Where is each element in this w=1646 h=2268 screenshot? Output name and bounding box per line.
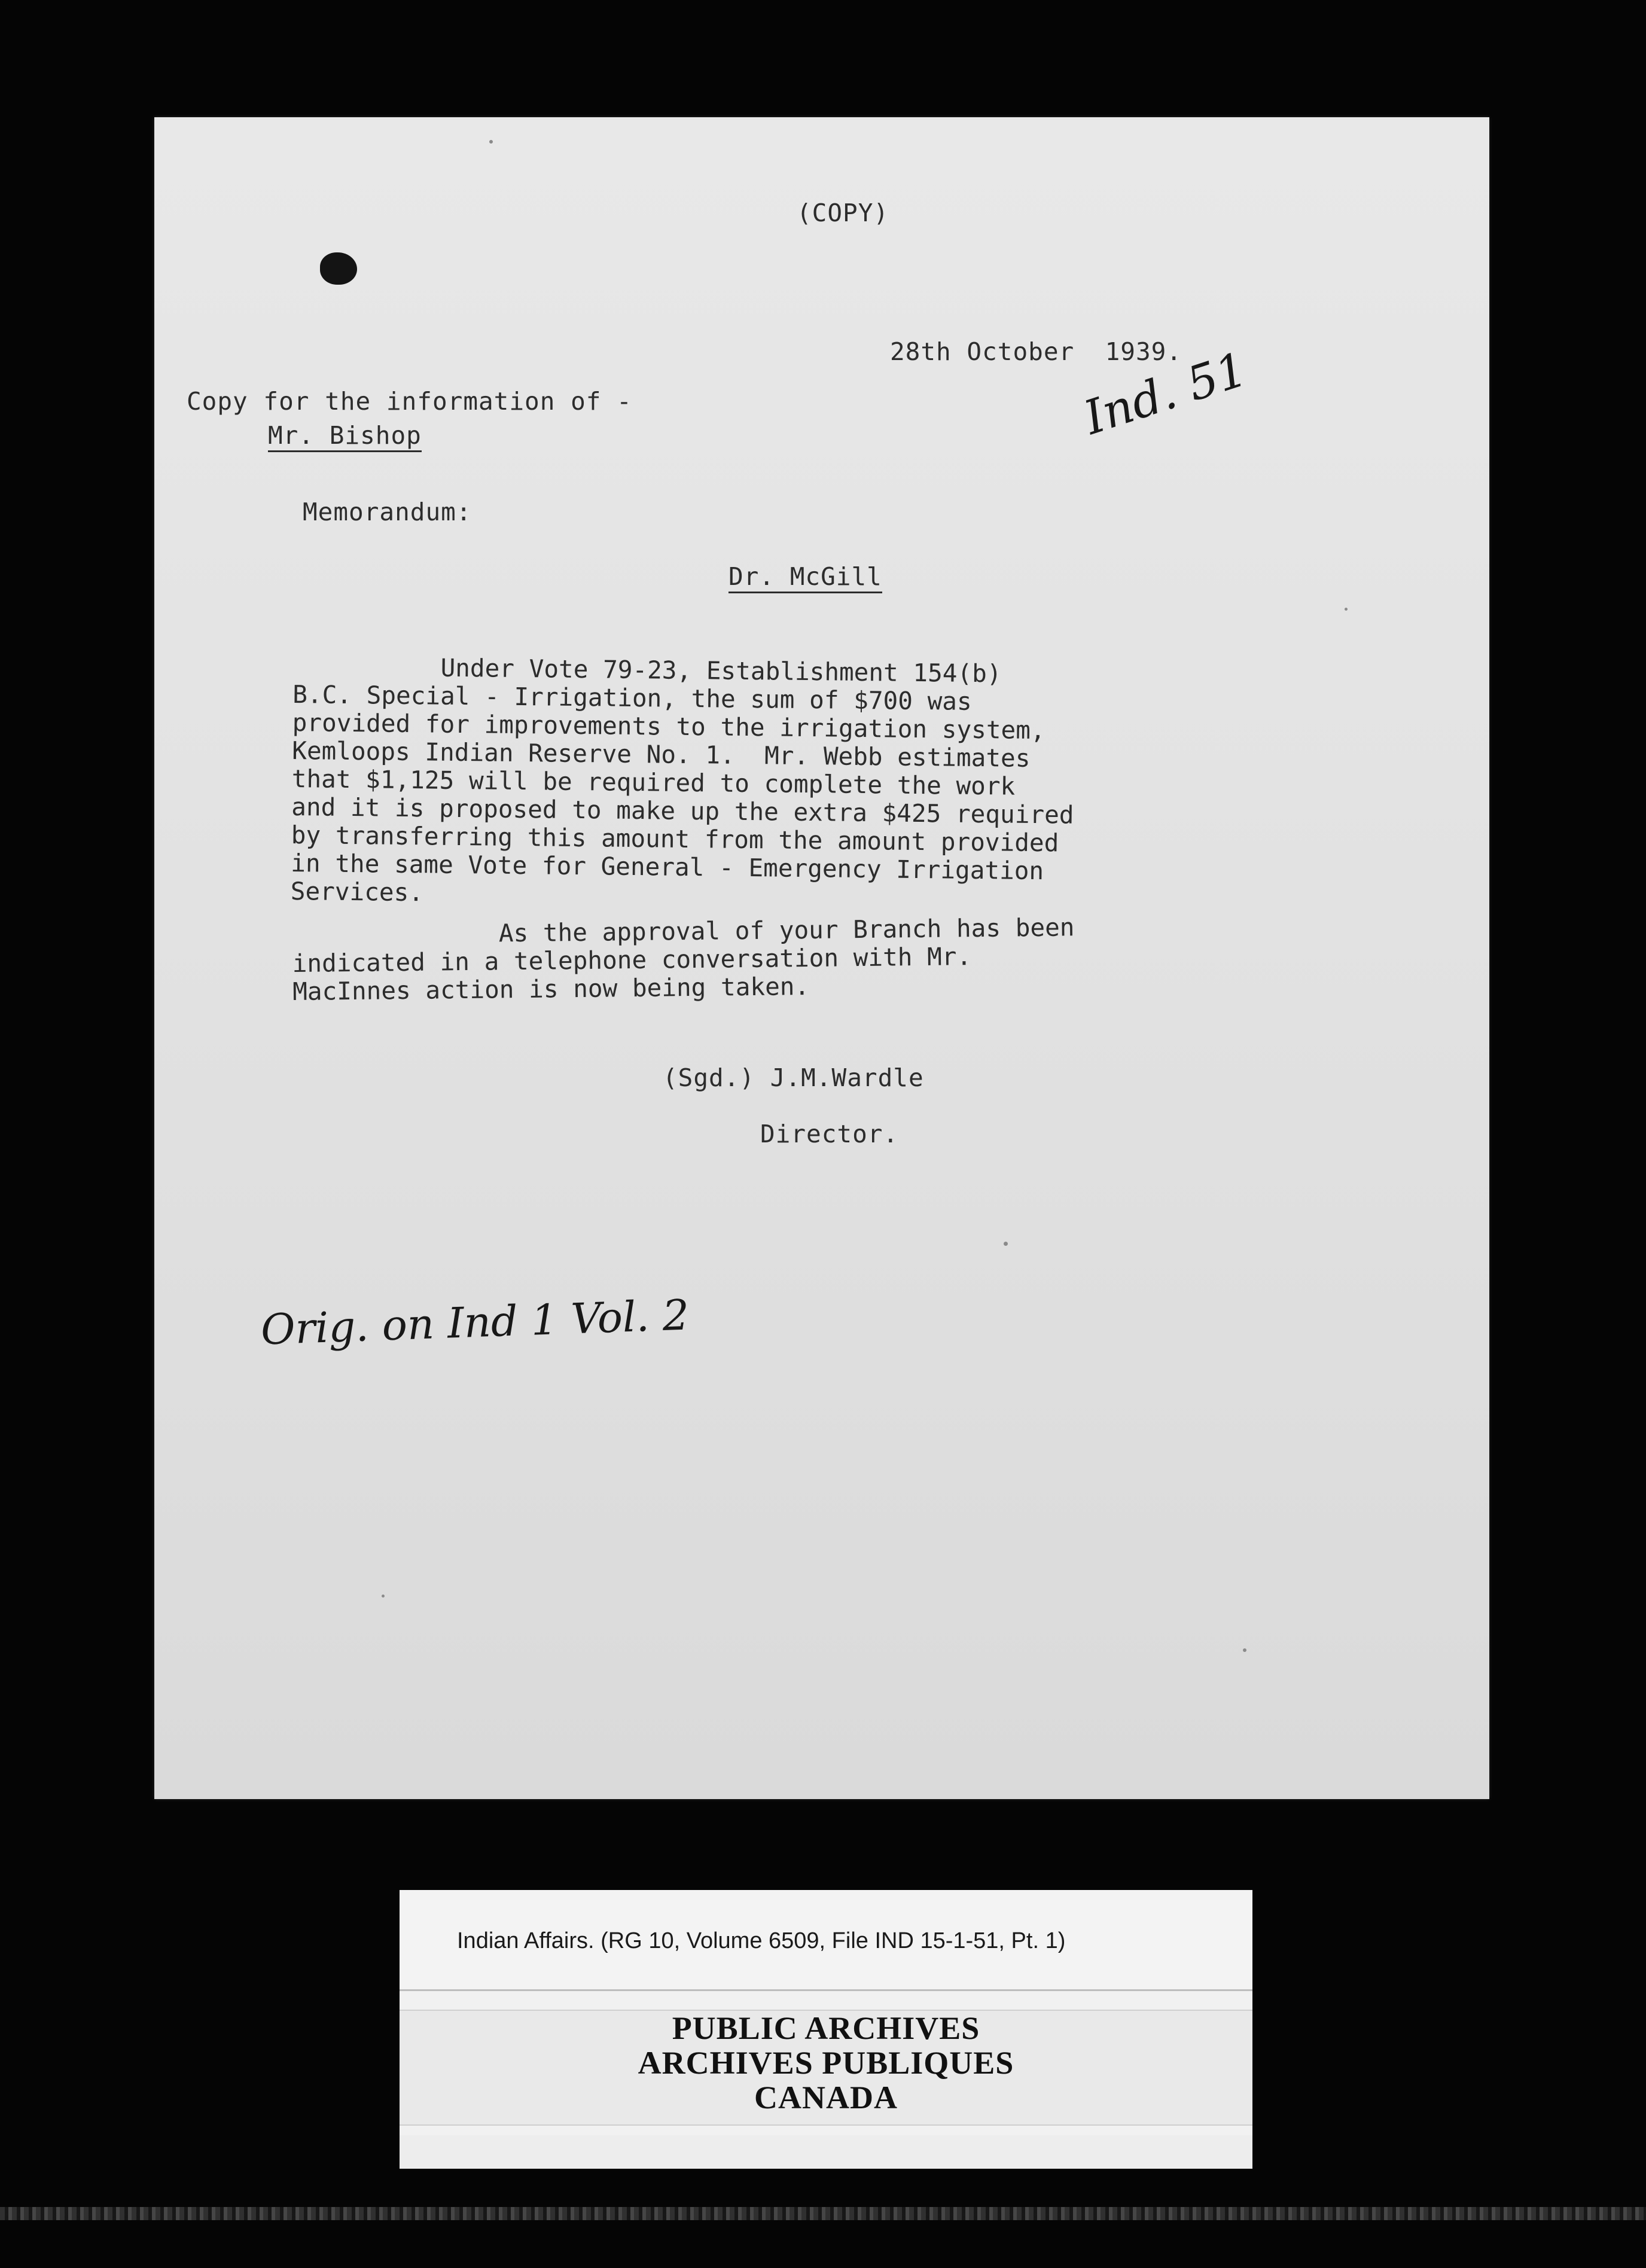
paragraph-line: that $1,125 will be required to complete the work [291, 764, 1016, 801]
memo-page [154, 117, 1489, 1799]
paper-speck [1243, 1648, 1246, 1652]
handwritten-file-reference: Ind. 51 [1078, 342, 1254, 446]
paragraph-line: Under Vote 79-23, Establishment 154(b) [292, 652, 1002, 688]
paper-speck [489, 140, 493, 144]
paper-speck [382, 1595, 385, 1598]
memo-paragraph-2 [292, 913, 1075, 1006]
paragraph-line: provided for improvements to the irrigation system, [292, 708, 1045, 745]
archives-stamp [400, 2010, 1252, 2126]
memorandum-label: Memorandum: [303, 498, 472, 526]
signature-title: Director. [760, 1120, 899, 1148]
ink-blot [320, 252, 357, 285]
copy-addressee: Mr. Bishop [268, 423, 422, 452]
paragraph-line: by transferring this amount from the amount provided [291, 820, 1059, 858]
memo-date: 28th October 1939. [890, 337, 1182, 366]
paragraph-line: As the approval of your Branch has been [291, 913, 1075, 950]
copy-for-line: Copy for the information of - [187, 387, 632, 416]
citation-strip [400, 1890, 1252, 1991]
stamp-line-english: PUBLIC ARCHIVES [672, 2010, 980, 2046]
paragraph-line: indicated in a telephone conversation with Mr. [292, 942, 972, 978]
paper-speck [1345, 608, 1348, 611]
archive-label [400, 1890, 1252, 2169]
handwritten-original-note: Orig. on Ind 1 Vol. 2 [260, 1290, 690, 1355]
signature-line: (Sgd.) J.M.Wardle [663, 1063, 924, 1092]
paragraph-line: B.C. Special - Irrigation, the sum of $700 was [292, 679, 972, 716]
label-bottom-strip [400, 2135, 1252, 2169]
film-edge [0, 2207, 1646, 2220]
stamp-line-french: ARCHIVES PUBLIQUES [638, 2045, 1014, 2081]
paragraph-line: MacInnes action is now being taken. [292, 971, 810, 1006]
stamp-line-country: CANADA [754, 2080, 898, 2115]
paragraph-line: Services. [290, 876, 424, 907]
paper-speck [1004, 1242, 1008, 1246]
memo-paragraph-1 [291, 653, 1076, 914]
paragraph-line: in the same Vote for General - Emergency Irrigation [291, 848, 1044, 886]
paragraph-line: and it is proposed to make up the extra $425 required [291, 792, 1074, 830]
copy-mark: (COPY) [797, 199, 889, 227]
paragraph-line: Kemloops Indian Reserve No. 1. Mr. Webb estimates [292, 736, 1031, 773]
archive-citation: Indian Affairs. (RG 10, Volume 6509, File IND 15-1-51, Pt. 1) [457, 1928, 1066, 1953]
memo-recipient: Dr. McGill [728, 565, 882, 593]
